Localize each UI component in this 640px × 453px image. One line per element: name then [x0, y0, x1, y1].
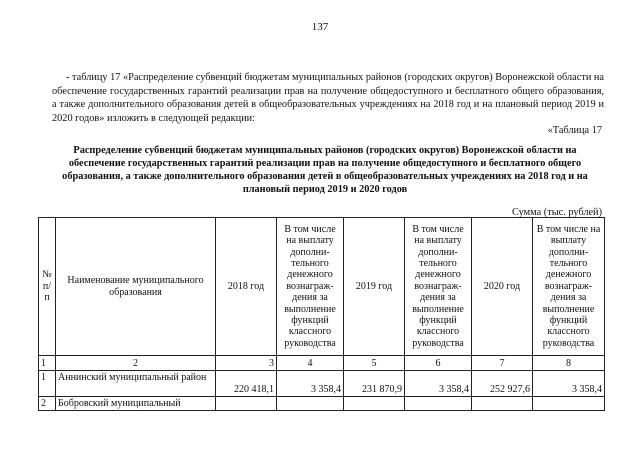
value-incl-2019: 3 358,4 [405, 371, 472, 397]
column-number: 2 [56, 356, 216, 371]
value-2020 [472, 397, 533, 411]
header-incl-2019: В том числе на выплату дополни-тельного денежного вознаграж-дения за выполнение функций классного руководства [405, 218, 472, 356]
header-2018: 2018 год [216, 218, 277, 356]
value-incl-2019 [405, 397, 472, 411]
header-2019: 2019 год [344, 218, 405, 356]
amount-unit-note: Сумма (тыс. рублей) [512, 207, 602, 218]
page-number: 137 [311, 21, 329, 33]
column-number: 1 [39, 356, 56, 371]
header-incl-2018: В том числе на выплату дополни-тельного денежного вознаграж-дения за выполнение функций классного руководства [277, 218, 344, 356]
column-number: 4 [277, 356, 344, 371]
municipality-name: Аннинский муниципальный район [56, 371, 216, 397]
header-name: Наименование муниципального образования [56, 218, 216, 356]
value-incl-2020: 3 358,4 [533, 371, 605, 397]
row-number: 2 [39, 397, 56, 411]
table-row [39, 371, 605, 397]
table-row [39, 397, 605, 411]
table-title: Распределение субвенций бюджетам муниципальных районов (городских округов) Воронежской области на обеспечение государственных гарантий реализации прав на получение общедоступного и бесплатного общего образования, а также дополнительного образования детей в общеобразовательных учреждениях на 2018 год и на плановый период 2019 и 2020 годов [62, 145, 588, 195]
column-number: 6 [405, 356, 472, 371]
column-number: 5 [344, 356, 405, 371]
value-2020: 252 927,6 [472, 371, 533, 397]
intro-paragraph: - таблицу 17 «Распределение субвенций бюджетам муниципальных районов (городских округов) Воронежской области на обеспечение государственных гарантий реализации прав на получение общедоступного и бесплатного общего образования, а также дополнительного образования детей в общеобразовательных учреждениях на 2018 год и на плановый период 2019 и 2020 годов» изложить в следующей редакции: [52, 72, 604, 124]
municipality-name: Бобровский муниципальный [56, 397, 216, 411]
column-number: 7 [472, 356, 533, 371]
column-number-row [39, 356, 605, 371]
header-2020: 2020 год [472, 218, 533, 356]
header-incl-2020: В том числе на выплату дополни-тельного денежного вознаграж-дения за выполнение функций классного руководства [533, 218, 605, 356]
header-num: № п/п [39, 218, 56, 356]
value-2019: 231 870,9 [344, 371, 405, 397]
value-incl-2018 [277, 397, 344, 411]
header-row [39, 218, 605, 356]
table-reference: «Таблица 17 [547, 125, 602, 136]
value-incl-2018: 3 358,4 [277, 371, 344, 397]
value-2019 [344, 397, 405, 411]
row-number: 1 [39, 371, 56, 397]
column-number: 8 [533, 356, 605, 371]
subvention-table [38, 217, 605, 411]
value-2018: 220 418,1 [216, 371, 277, 397]
column-number: 3 [216, 356, 277, 371]
value-incl-2020 [533, 397, 605, 411]
value-2018 [216, 397, 277, 411]
